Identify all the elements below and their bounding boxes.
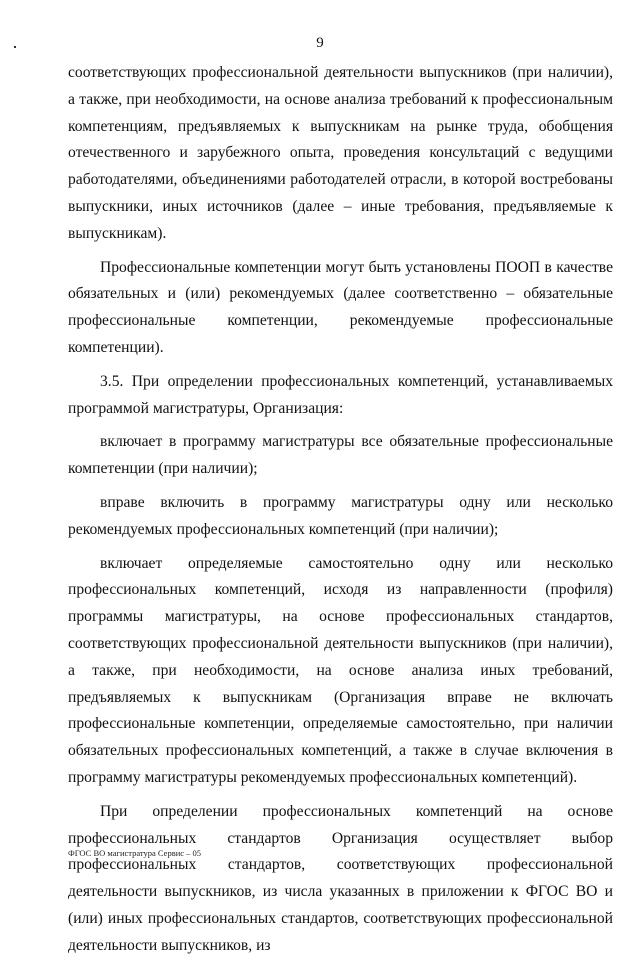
document-body [68, 60, 613, 967]
paragraph-5: вправе включить в программу магистратуры одну или несколько рекомендуемых профессиональных компетенций (при наличии); [68, 493, 613, 538]
paragraph-1: соответствующих профессиональной деятельности выпускников (при наличии), а также, при необходимости, на основе анализа требований к профессиональным компетенциям, предъявляемых к выпускникам на рынке труда, обобщения отечественного и зарубежного опыта, проведения консультаций с ведущими работодателями, объединениями работодателей отрасли, в которой востребованы выпускники, иных источников (далее – иные требования, предъявляемые к выпускникам). [68, 64, 613, 242]
paragraph-7: При определении профессиональных компетенций на основе профессиональных стандартов Организация осуществляет выбор профессиональных стандартов, соответствующих профессиональной деятельности выпускников, из числа указанных в приложении к ФГОС ВО и (или) иных профессиональных стандартов, соответствующих профессиональной деятельности выпускников, из [68, 802, 613, 954]
footer-note: ФГОС ВО магистратура Сервис – 05 [68, 848, 202, 858]
page-number: 9 [316, 35, 324, 51]
paragraph-4: включает в программу магистратуры все обязательные профессиональные компетенции (при наличии); [68, 433, 613, 478]
paragraph-2: Профессиональные компетенции могут быть установлены ПООП в качестве обязательных и (или) рекомендуемых (далее соответственно – обязательные профессиональные компетенции, рекомендуемые профессиональные компетенции). [68, 258, 613, 356]
paragraph-3: 3.5. При определении профессиональных компетенций, устанавливаемых программой магистратуры, Организация: [68, 372, 613, 417]
paragraph-6: включает определяемые самостоятельно одну или несколько профессиональных компетенций, исходя из направленности (профиля) программы магистратуры, на основе профессиональных стандартов, соответствующих профессиональной деятельности выпускников (при наличии), а также, при необходимости, на основе анализа иных требований, предъявляемых к выпускникам (Организация вправе не включать профессиональные компетенции, определяемые самостоятельно, при наличии обязательных профессиональных компетенций, а также в случае включения в программу магистратуры рекомендуемых профессиональных компетенций). [68, 554, 613, 786]
